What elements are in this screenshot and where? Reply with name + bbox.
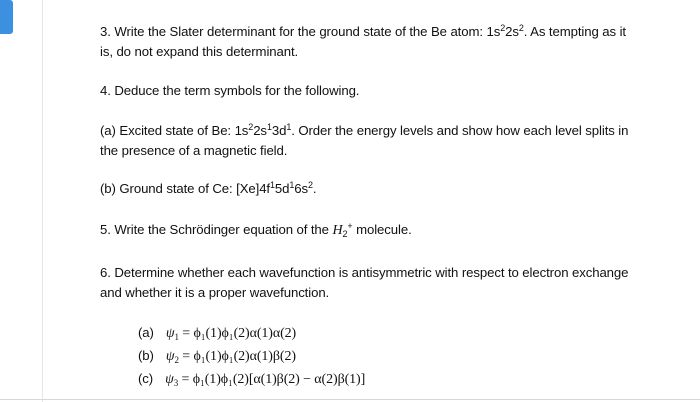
question-6 xyxy=(100,263,640,303)
q4a-text-part: (a) Excited state of Be: 1s xyxy=(100,123,249,138)
psi-index: 1 xyxy=(174,332,179,342)
wavefunction-c xyxy=(138,369,365,390)
q4b-text-part: . xyxy=(312,181,317,196)
q3-text-part: 3. Write the Slater determinant for the ground state of the Be atom: 1s xyxy=(100,24,501,39)
q3-text-part: . As tempting as it is, do not expand this determinant. xyxy=(100,24,626,59)
q3-text-part: 2s xyxy=(505,24,519,39)
wavefunction-expression: = ϕ₁(1)ϕ₁(2)α(1)α(2) xyxy=(182,326,297,341)
q4b-text-part: (b) Ground state of Ce: [Xe]4f xyxy=(100,181,270,196)
q4a-superscript: 2 xyxy=(248,122,254,132)
q4a-text-part: 3d xyxy=(271,123,287,138)
q4b-text-part: 6s xyxy=(294,181,309,196)
psi-symbol: ψ xyxy=(165,372,174,387)
q4a-superscript: 1 xyxy=(286,122,292,132)
wavefunction-expression: = ϕ₁(1)ϕ₁(2)[α(1)β(2) − α(2)β(1)] xyxy=(181,372,366,387)
q5-text-part: 5. Write the Schrödinger equation of the xyxy=(100,222,333,237)
q4a-text-part: . Order the energy levels and show how each level splits in the presence of a magnetic field. xyxy=(100,123,629,158)
q3-superscript: 2 xyxy=(518,23,524,33)
wavefunction-label: (b) xyxy=(138,348,154,363)
q6-text: 6. Determine whether each wavefunction is antisymmetric with respect to electron exchange and whether it is a proper wavefunction. xyxy=(100,265,629,300)
q4a-superscript: 1 xyxy=(266,122,272,132)
question-4a xyxy=(100,121,640,161)
psi-symbol: ψ xyxy=(165,349,175,364)
psi-index: 2 xyxy=(174,355,179,365)
wavefunction-label: (a) xyxy=(138,325,154,340)
psi-symbol: ψ xyxy=(165,326,175,341)
question-4 xyxy=(100,81,359,101)
bottom-divider xyxy=(0,399,700,400)
wavefunction-a xyxy=(138,323,296,344)
psi-index: 3 xyxy=(173,378,179,388)
q3-superscript: 2 xyxy=(500,23,506,33)
q4b-superscript: 1 xyxy=(270,180,275,190)
question-4b xyxy=(100,179,317,199)
q5-text-part: molecule. xyxy=(352,222,412,237)
question-5 xyxy=(100,220,412,241)
h2-superscript: + xyxy=(347,221,353,231)
q4b-superscript: 1 xyxy=(289,180,295,190)
left-edge-tab xyxy=(0,0,13,34)
q4a-text-part: 2s xyxy=(253,123,267,138)
wavefunction-b xyxy=(138,346,296,367)
h2-subscript: 2 xyxy=(342,229,348,239)
q4b-text-part: 5d xyxy=(274,181,290,196)
wavefunction-expression: = ϕ₁(1)ϕ₁(2)α(1)β(2) xyxy=(182,349,296,364)
wavefunction-label: (c) xyxy=(138,371,154,386)
h2-plus-symbol: H xyxy=(332,223,343,238)
q4b-superscript: 2 xyxy=(308,180,313,190)
margin-divider xyxy=(42,0,43,402)
question-3 xyxy=(100,22,640,62)
q4-text: 4. Deduce the term symbols for the following. xyxy=(100,83,360,98)
